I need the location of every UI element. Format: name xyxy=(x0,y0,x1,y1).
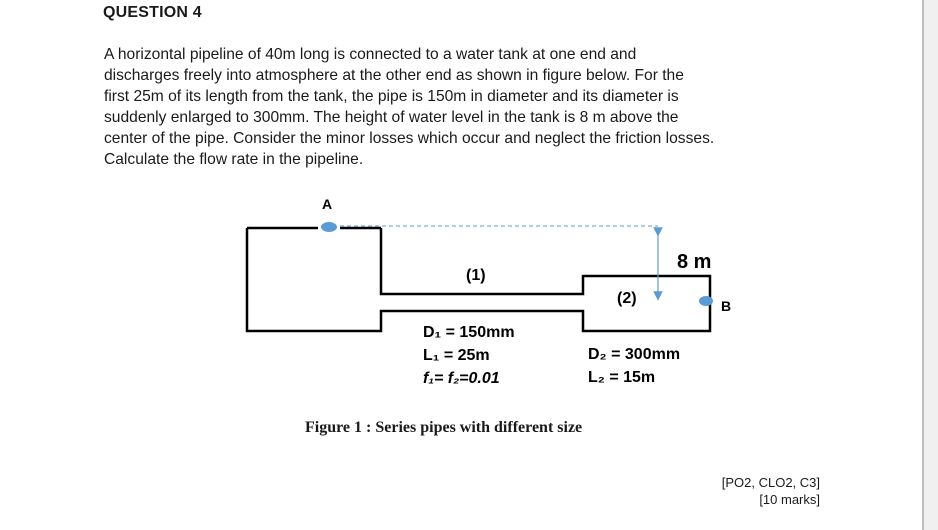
question-text-line: Calculate the flow rate in the pipeline. xyxy=(104,151,364,168)
question-text-line: A horizontal pipeline of 40m long is connected to a water tank at one end and xyxy=(104,46,637,63)
question-title: QUESTION 4 xyxy=(103,4,202,21)
figure-caption: Figure 1 : Series pipes with different size xyxy=(305,419,583,436)
point-a-marker xyxy=(321,222,337,232)
question-text-line: discharges freely into atmosphere at the other end as shown in figure below. For the xyxy=(104,67,684,84)
question-text-line: center of the pipe. Consider the minor losses which occur and neglect the friction losses. xyxy=(104,130,715,147)
marks-total: [10 marks] xyxy=(759,492,820,507)
question-text-line: suddenly enlarged to 300mm. The height of water level in the tank is 8 m above the xyxy=(104,109,679,126)
height-label: 8 m xyxy=(677,251,712,273)
point-a-label: A xyxy=(322,196,333,212)
pipe1-label: (1) xyxy=(466,267,486,284)
pipe1-diameter: D₁ = 150mm xyxy=(423,324,515,341)
friction-factors: f₁= f₂=0.01 xyxy=(423,370,500,387)
marks-codes: [PO2, CLO2, C3] xyxy=(721,475,820,490)
pipe1-length: L₁ = 25m xyxy=(423,347,490,364)
question-text-line: first 25m of its length from the tank, the pipe is 150m in diameter and its diameter is xyxy=(104,88,679,105)
pipe2-label: (2) xyxy=(617,290,637,307)
marks-block xyxy=(690,474,820,508)
point-b-label: B xyxy=(721,298,732,314)
pipe2-length: L₂ = 15m xyxy=(588,369,656,386)
pipe2-diameter: D₂ = 300mm xyxy=(588,346,681,363)
point-b-marker xyxy=(699,296,713,306)
